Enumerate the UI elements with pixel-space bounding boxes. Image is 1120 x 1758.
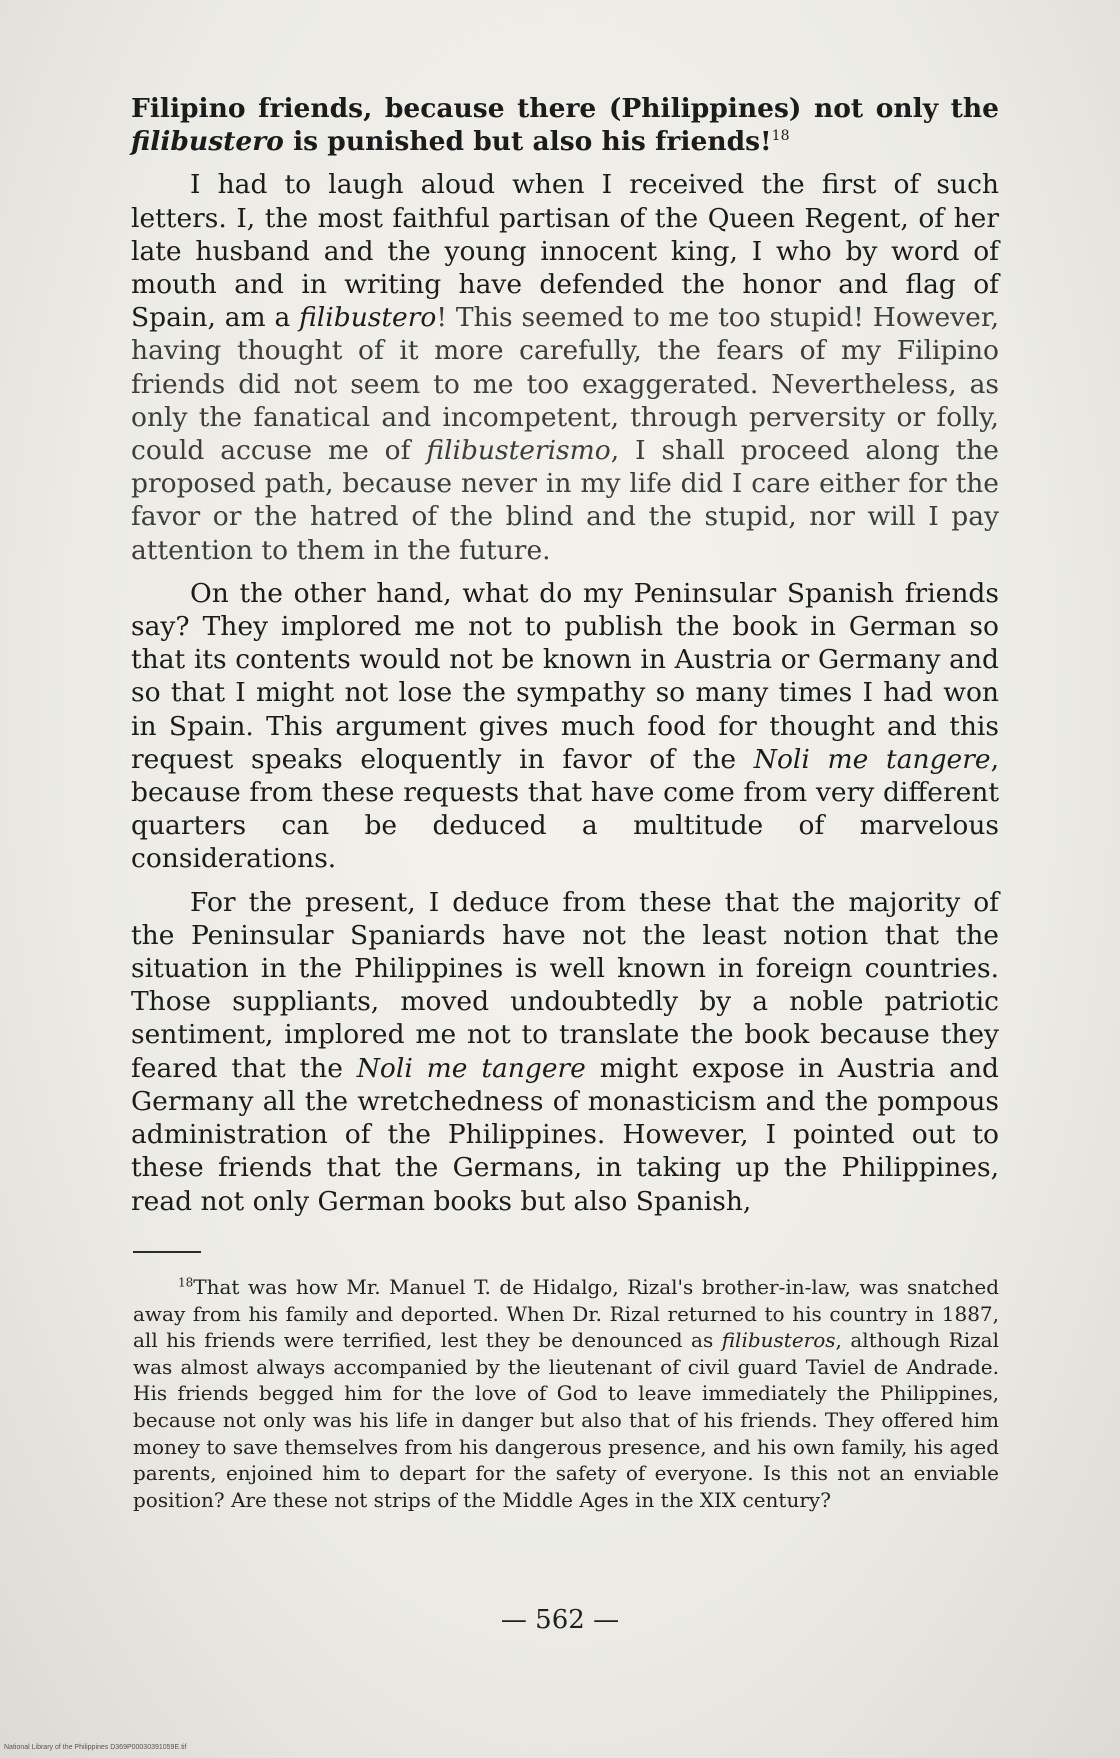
text-segment: That was how Mr. Manuel T. de Hidalgo, Rizal's brother-in-law, was snatched away from his family and deported. When Dr. Rizal returned to his country in 1887, all his friends were terrified, lest they be denounced as [133, 1275, 999, 1353]
text-segment: , although Rizal was almost always accompanied by the lieutenant of civil guard Taviel de Andrade. His friends begged him for the love of God to leave immediately the Philippines, because not only was his life in danger but also that of his friends. They offered him money to save themselves from his dangerous presence, and his own family, his aged parents, enjoined him to depart for the safety of everyone. Is this not an enviable position? Are these not strips of the Middle Ages in the XIX century? [133, 1328, 999, 1512]
text-segment: filibusterismo [426, 435, 611, 467]
text-segment: Noli me tangere [753, 743, 991, 775]
footnote-reference: 18 [771, 128, 790, 145]
body-text [131, 92, 999, 1218]
text-segment: filibusteros [721, 1328, 836, 1353]
paragraph-peninsular [131, 577, 999, 876]
text-segment: For the present, I deduce from these that the majority of the Peninsular Spaniards have not the least notion that the situation in the Philippines is well known in foreign countries. Those suppliants, moved undoubtedly by a noble patriotic sentiment, implored me not to translate the book because they feared that the [131, 886, 999, 1084]
footnote-divider [133, 1251, 201, 1253]
text-segment: I had to laugh aloud when I received the first of such letters. I, the most faithful partisan of the Queen Regent, of her late husband and the young innocent king, I who by word of mouth and in writing have defended the honor and flag of Spain, am a [131, 169, 999, 334]
text-segment: filibustero [299, 302, 437, 334]
text-segment: Noli me tangere [356, 1052, 586, 1084]
text-segment: is punished but also his friends! [283, 126, 772, 158]
paragraph-deduce [131, 886, 999, 1218]
text-segment: ! This seemed to me too stupid! However, having thought of it more carefully, the fears of my Filipino friends did not seem to me too exaggerated. Nevertheless, as only the fanatical and incompetent, through perversity or folly, could accuse me of [131, 302, 999, 467]
footnote-18 [133, 1274, 999, 1513]
text-segment: , I shall proceed along the proposed path, because never in my life did I care either for the favor or the hatred of the blind and the stupid, nor will I pay attention to them in the future. [131, 435, 999, 566]
text-segment: filibustero [131, 126, 284, 158]
paragraph-continuation [131, 92, 999, 158]
paragraph-laugh [131, 168, 999, 566]
footnote-marker: 18 [178, 1275, 194, 1290]
page-number: — 562 — [500, 1605, 620, 1635]
text-segment: On the other hand, what do my Peninsular Spanish friends say? They implored me not to publish the book in German so that its contents would not be known in Austria or Germany and so that I might not lose the sympathy so many times I had won in Spain. This argument gives much food for thought and this request speaks eloquently in favor of the [131, 577, 999, 775]
text-segment: , because from these requests that have come from very different quarters can be deduced a multitude of marvelous considerations. [131, 743, 1000, 875]
text-segment: Filipino friends, because there (Philippines) not only the [131, 93, 999, 124]
scan-credit: National Library of the Philippines D369P00030391059E.tif [4, 1744, 187, 1751]
text-segment: might expose in Austria and Germany all the wretchedness of monasticism and the pompous administration of the Philippines. However, I pointed out to these friends that the Germans, in taking up the Philippines, read not only German books but also Spanish, [131, 1052, 999, 1217]
